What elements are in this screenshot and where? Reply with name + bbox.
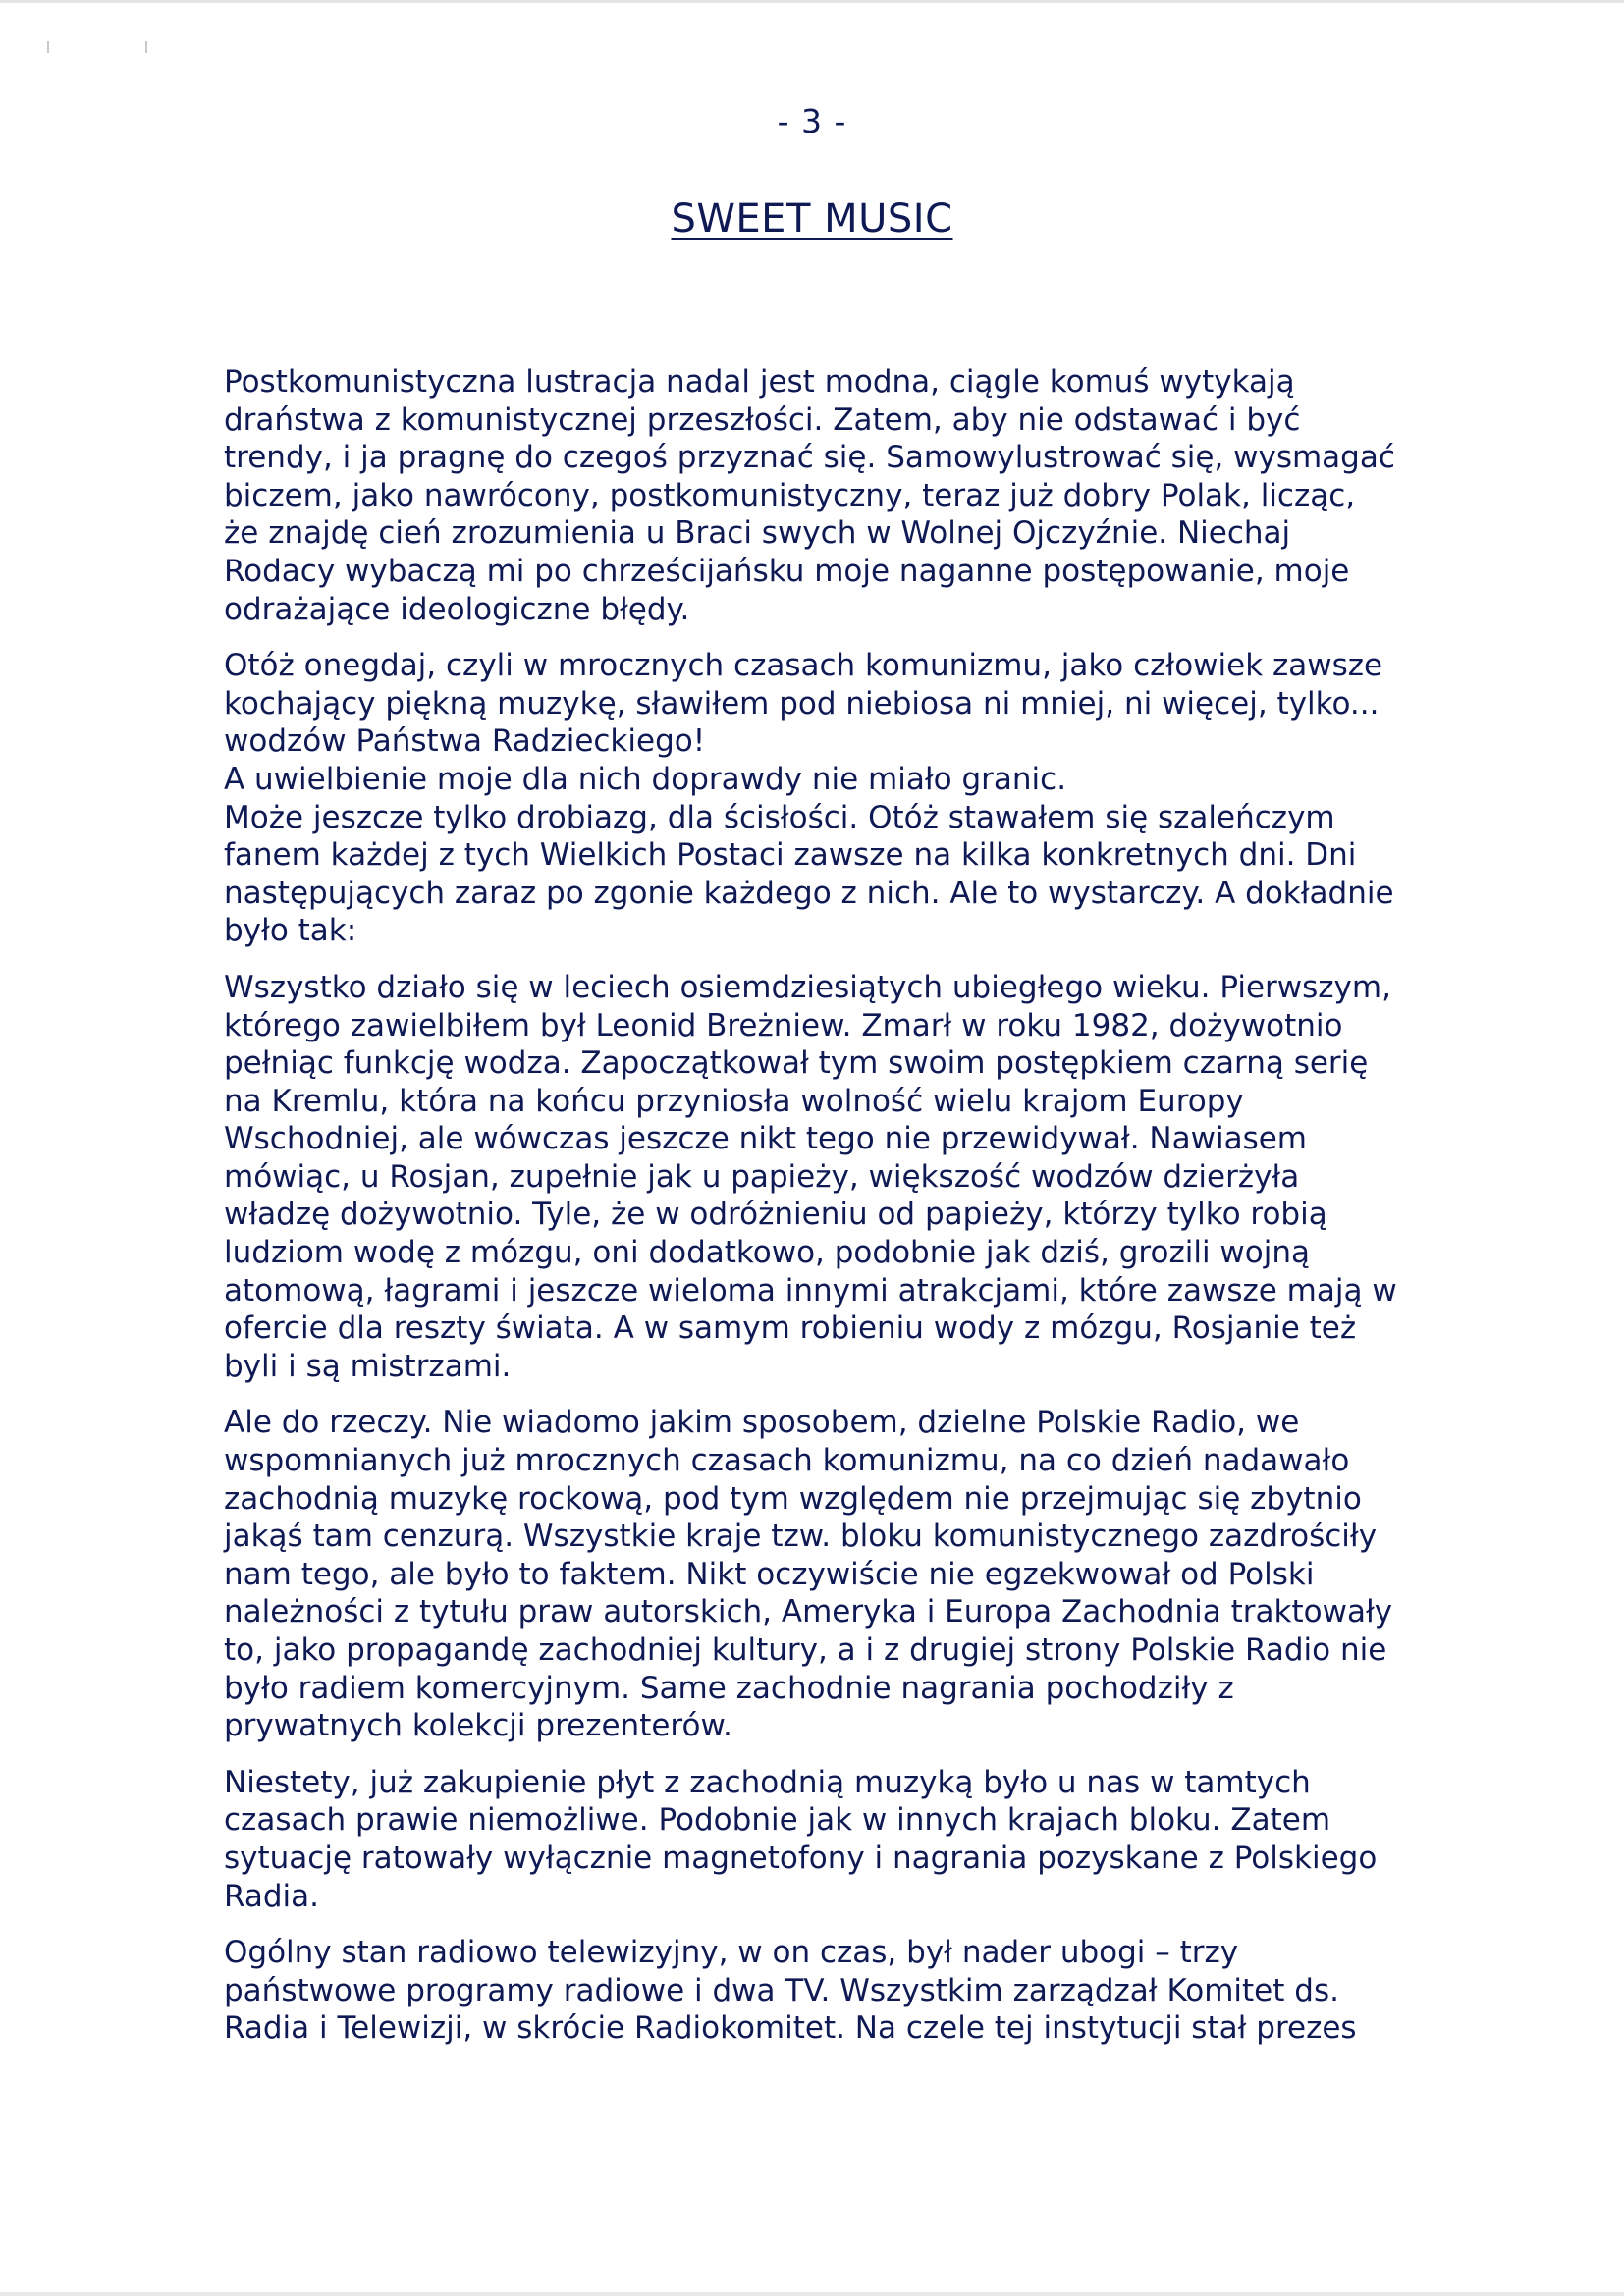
text-line: Otóż onegdaj, czyli w mrocznych czasach komunizmu, jako człowiek zawsze <box>224 648 1383 684</box>
text-line: Wszystko działo się w leciech osiemdziesiątych ubiegłego wieku. Pierwszym, <box>224 969 1391 1005</box>
text-line: Niestety, już zakupienie płyt z zachodnią muzyką było u nas w tamtych <box>224 1764 1311 1800</box>
text-line: że znajdę cień zrozumienia u Braci swych w Wolnej Ojczyźnie. Niechaj <box>224 515 1291 552</box>
paragraph <box>224 969 1451 1386</box>
text-line: Ogólny stan radiowo telewizyjny, w on czas, był nader ubogi – trzy <box>224 1935 1239 1971</box>
paragraph <box>224 1764 1451 1915</box>
text-line: prywatnych kolekcji prezenterów. <box>224 1708 732 1744</box>
page-number: - 3 - <box>777 102 847 140</box>
text-line: trendy, i ja pragnę do czegoś przyznać się. Samowylustrować się, wysmagać <box>224 440 1395 476</box>
text-line: było radiem komercyjnym. Same zachodnie nagrania pochodziły z <box>224 1670 1234 1706</box>
text-line: Radia. <box>224 1878 319 1914</box>
text-line: biczem, jako nawrócony, postkomunistyczny, teraz już dobry Polak, licząc, <box>224 477 1356 513</box>
text-line: należności z tytułu praw autorskich, Ameryka i Europa Zachodnia traktowały <box>224 1594 1393 1630</box>
scan-speck-right <box>145 41 147 53</box>
text-line: draństwa z komunistycznej przeszłości. Zatem, aby nie odstawać i być <box>224 401 1301 438</box>
document-title: SWEET MUSIC <box>671 196 953 241</box>
text-line: A uwielbienie moje dla nich doprawdy nie miało granic. <box>224 761 1067 797</box>
text-line: Może jeszcze tylko drobiazg, dla ścisłości. Otóż stawałem się szaleńczym <box>224 799 1335 835</box>
text-line: Radia i Telewizji, w skrócie Radiokomitet. Na czele tej instytucji stał prezes <box>224 2010 1357 2047</box>
text-line: fanem każdej z tych Wielkich Postaci zawsze na kilka konkretnych dni. Dni <box>224 837 1357 874</box>
text-line: Wschodniej, ale wówczas jeszcze nikt tego nie przewidywał. Nawiasem <box>224 1121 1307 1157</box>
text-line: na Kremlu, która na końcu przyniosła wolność wielu krajom Europy <box>224 1083 1244 1119</box>
text-line: mówiąc, u Rosjan, zupełnie jak u papieży, większość wodzów dzierżyła <box>224 1158 1300 1195</box>
text-line: Rodacy wybaczą mi po chrześcijańsku moje naganne postępowanie, moje <box>224 553 1350 589</box>
text-line: pełniąc funkcję wodza. Zapoczątkował tym swoim postępkiem czarną serię <box>224 1045 1369 1082</box>
text-line: następujących zaraz po zgonie każdego z nich. Ale to wystarczy. A dokładnie <box>224 875 1394 911</box>
text-line: Postkomunistyczna lustracja nadal jest modna, ciągle komuś wytykają <box>224 364 1295 400</box>
text-line: Ale do rzeczy. Nie wiadomo jakim sposobem, dzielne Polskie Radio, we <box>224 1405 1300 1441</box>
document-body <box>224 363 1451 2066</box>
scan-bottom-edge <box>0 2292 1624 2296</box>
text-line: ludziom wodę z mózgu, oni dodatkowo, podobnie jak dziś, grozili wojną <box>224 1235 1310 1271</box>
text-line: państwowe programy radiowe i dwa TV. Wszystkim zarządzał Komitet ds. <box>224 1972 1339 2008</box>
text-line: to, jako propagandę zachodniej kultury, a i z drugiej strony Polskie Radio nie <box>224 1632 1387 1668</box>
text-line: byli i są mistrzami. <box>224 1348 512 1384</box>
text-line: jakąś tam cenzurą. Wszystkie kraje tzw. bloku komunistycznego zazdrościły <box>224 1519 1378 1555</box>
paragraph <box>224 363 1451 628</box>
paragraph <box>224 1404 1451 1744</box>
text-line: kochający piękną muzykę, sławiłem pod niebiosa ni mniej, ni więcej, tylko... <box>224 685 1380 721</box>
text-line: było tak: <box>224 913 357 949</box>
text-line: czasach prawie niemożliwe. Podobnie jak w innych krajach bloku. Zatem <box>224 1802 1331 1839</box>
text-line: sytuację ratowały wyłącznie magnetofony i nagrania pozyskane z Polskiego <box>224 1840 1378 1876</box>
text-line: zachodnią muzykę rockową, pod tym względem nie przejmując się zbytnio <box>224 1480 1362 1517</box>
scan-top-edge <box>0 0 1624 3</box>
text-line: atomową, łagrami i jeszcze wieloma innymi atrakcjami, które zawsze mają w <box>224 1272 1397 1308</box>
text-line: nam tego, ale było to faktem. Nikt oczywiście nie egzekwował od Polski <box>224 1556 1315 1592</box>
scan-speck-left <box>47 41 49 53</box>
text-line: wodzów Państwa Radzieckiego! <box>224 723 706 760</box>
text-line: władzę dożywotnio. Tyle, że w odróżnieniu od papieży, którzy tylko robią <box>224 1197 1327 1233</box>
paragraph <box>224 647 1451 950</box>
text-line: ofercie dla reszty świata. A w samym robieniu wody z mózgu, Rosjanie też <box>224 1310 1357 1347</box>
text-line: odrażające ideologiczne błędy. <box>224 591 690 627</box>
text-line: wspomnianych już mrocznych czasach komunizmu, na co dzień nadawało <box>224 1443 1350 1479</box>
text-line: którego zawielbiłem był Leonid Breżniew. Zmarł w roku 1982, dożywotnio <box>224 1007 1343 1043</box>
paragraph <box>224 1934 1451 2048</box>
